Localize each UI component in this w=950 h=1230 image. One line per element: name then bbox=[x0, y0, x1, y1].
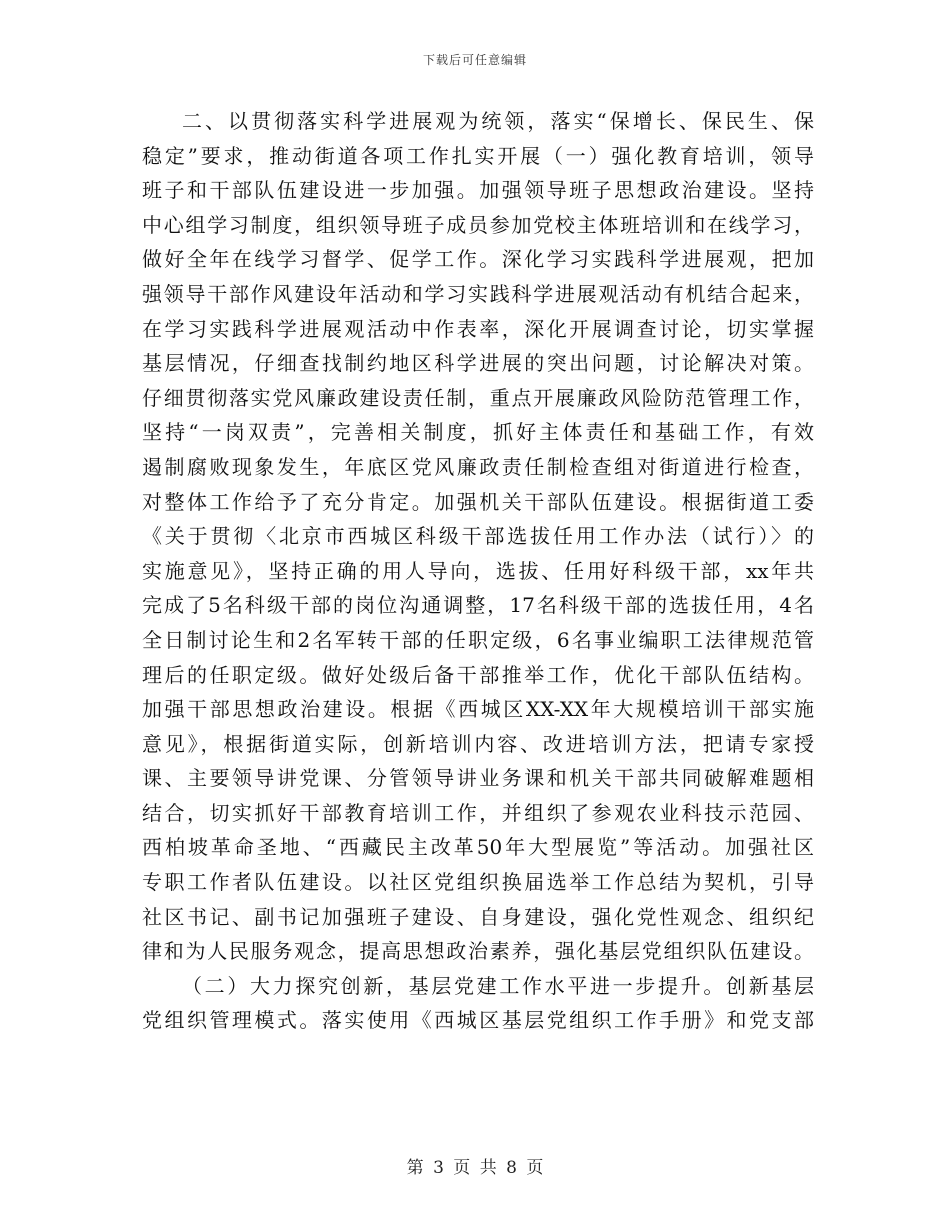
paragraph-line: 做好全年在线学习督学、促学工作。深化学习实践科学进展观，把加 bbox=[142, 247, 814, 272]
paragraph-line: 意见》，根据街道实际，创新培训内容、改进培训方法，把请专家授 bbox=[142, 731, 814, 756]
page-number-footer: 第 3 页 共 8 页 bbox=[406, 1158, 544, 1178]
paragraph-line: 结合，切实抓好干部教育培训工作，并组织了参观农业科技示范园、 bbox=[142, 800, 814, 825]
paragraph-line: 基层情况，仔细查找制约地区科学进展的突出问题，讨论解决对策。 bbox=[142, 351, 814, 376]
paragraph-line: 二、以贯彻落实科学进展观为统领，落实“保增长、保民生、保 bbox=[182, 109, 814, 133]
paragraph-line: 西柏坡革命圣地、“西藏民主改革50年大型展览”等活动。加强社区 bbox=[142, 835, 814, 860]
paragraph-line: 理后的任职定级。做好处级后备干部推举工作，优化干部队伍结构。 bbox=[142, 662, 814, 687]
paragraph-line: （二）大力探究创新，基层党建工作水平进一步提升。创新基层 bbox=[182, 973, 814, 998]
page-header: 下载后可任意编辑 bbox=[422, 53, 527, 67]
paragraph-line: 加强干部思想政治建设。根据《西城区XX-XX年大规模培训干部实施 bbox=[142, 697, 814, 722]
paragraph-line: 《关于贯彻〈北京市西城区科级干部选拔任用工作办法（试行）〉的 bbox=[142, 524, 814, 549]
paragraph-line: 专职工作者队伍建设。以社区党组织换届选举工作总结为契机，引导 bbox=[142, 870, 814, 895]
paragraph-line: 稳定”要求，推动街道各项工作扎实开展（一）强化教育培训，领导 bbox=[142, 143, 814, 168]
paragraph-line: 仔细贯彻落实党风廉政建设责任制，重点开展廉政风险防范管理工作， bbox=[142, 385, 814, 410]
paragraph-line: 实施意见》，坚持正确的用人导向，选拔、任用好科级干部，xx年共 bbox=[142, 558, 814, 583]
paragraph-line: 遏制腐败现象发生，年底区党风廉政责任制检查组对街道进行检查， bbox=[142, 454, 814, 479]
paragraph-line: 课、主要领导讲党课、分管领导讲业务课和机关干部共同破解难题相 bbox=[142, 766, 814, 791]
paragraph-line: 全日制讨论生和2名军转干部的任职定级，6名事业编职工法律规范管 bbox=[142, 627, 814, 652]
paragraph-line: 中心组学习制度，组织领导班子成员参加党校主体班培训和在线学习， bbox=[142, 212, 814, 237]
paragraph-line: 完成了5名科级干部的岗位沟通调整，17名科级干部的选拔任用，4名 bbox=[142, 593, 814, 618]
paragraph-line: 律和为人民服务观念，提高思想政治素养，强化基层党组织队伍建设。 bbox=[142, 939, 814, 964]
paragraph-line: 党组织管理模式。落实使用《西城区基层党组织工作手册》和党支部 bbox=[142, 1008, 814, 1033]
paragraph-line: 社区书记、副书记加强班子建设、自身建设，强化党性观念、组织纪 bbox=[142, 904, 814, 929]
paragraph-line: 对整体工作给予了充分肯定。加强机关干部队伍建设。根据街道工委 bbox=[142, 489, 814, 514]
paragraph-line: 坚持“一岗双责”，完善相关制度，抓好主体责任和基础工作，有效 bbox=[142, 420, 814, 445]
paragraph-line: 在学习实践科学进展观活动中作表率，深化开展调查讨论，切实掌握 bbox=[142, 316, 814, 341]
paragraph-line: 强领导干部作风建设年活动和学习实践科学进展观活动有机结合起来， bbox=[142, 281, 814, 306]
body-text bbox=[142, 104, 814, 1038]
paragraph-line: 班子和干部队伍建设进一步加强。加强领导班子思想政治建设。坚持 bbox=[142, 178, 814, 203]
